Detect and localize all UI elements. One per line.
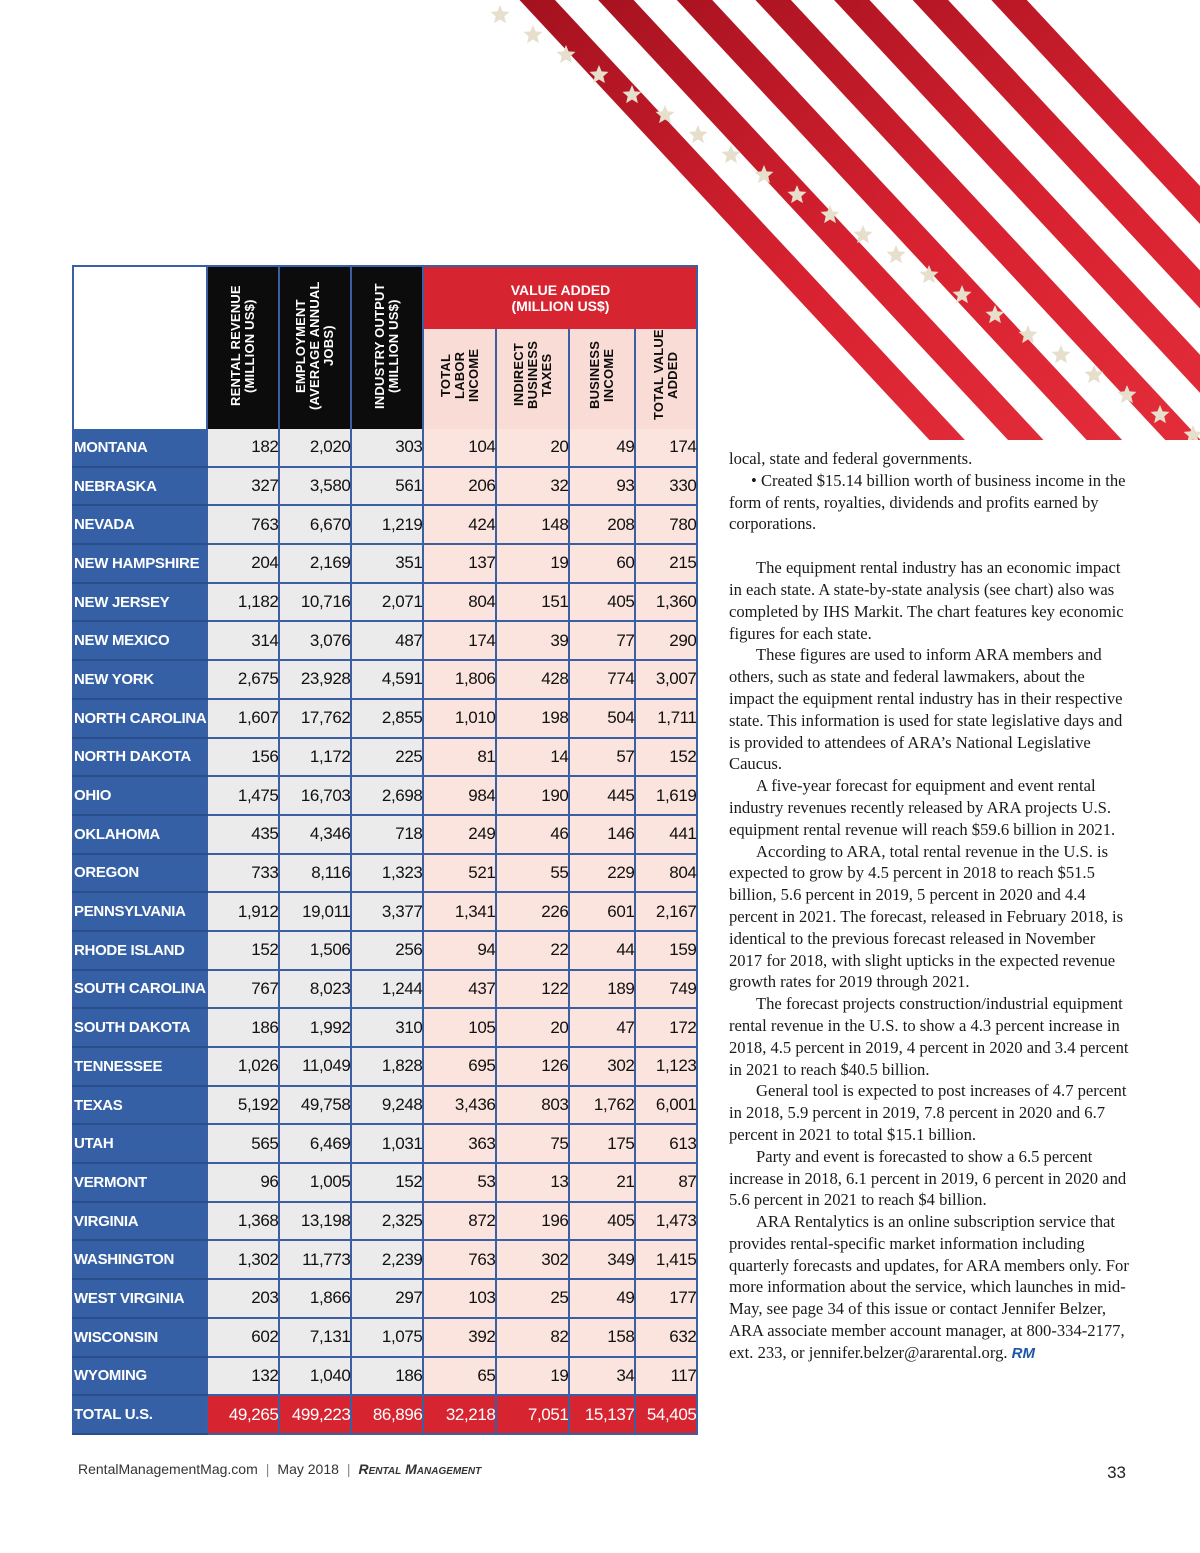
- value-cell: 49,758: [279, 1086, 351, 1125]
- value-cell: 81: [423, 738, 496, 777]
- header-total-value-added: TOTAL VALUE ADDED: [635, 329, 697, 429]
- value-cell: 206: [423, 467, 496, 506]
- footer-separator: |: [346, 1461, 351, 1477]
- value-cell: 7,131: [279, 1318, 351, 1357]
- value-cell: 2,167: [635, 892, 697, 931]
- value-cell: 11,773: [279, 1240, 351, 1279]
- value-cell: 256: [351, 931, 423, 970]
- state-name: VIRGINIA: [73, 1202, 207, 1241]
- value-cell: 749: [635, 970, 697, 1009]
- value-cell: 1,323: [351, 854, 423, 893]
- state-name: PENNSYLVANIA: [73, 892, 207, 931]
- value-cell: 19: [496, 1357, 569, 1396]
- value-cell: 424: [423, 505, 496, 544]
- value-cell: 20: [496, 1008, 569, 1047]
- value-cell: 19: [496, 544, 569, 583]
- value-cell: 82: [496, 1318, 569, 1357]
- value-cell: 87: [635, 1163, 697, 1202]
- value-cell: 152: [207, 931, 279, 970]
- state-name: TENNESSEE: [73, 1047, 207, 1086]
- value-cell: 613: [635, 1124, 697, 1163]
- article-paragraph: The equipment rental industry has an economic impact in each state. A state-by-state analysis (see chart) also was completed by IHS Markit. The chart features key economic figures for each state.: [729, 558, 1124, 643]
- value-cell: 302: [496, 1240, 569, 1279]
- article-paragraph: These figures are used to inform ARA members and others, such as state and federal lawmakers, about the impact the equipment rental industry has in their respective state. This information is used for state legislative days and is provided to attendees of ARA’s National Legislative Caucus.: [729, 645, 1123, 774]
- header-employment: EMPLOYMENT (AVERAGE ANNUAL JOBS): [279, 266, 351, 429]
- value-cell: 2,698: [351, 776, 423, 815]
- value-cell: 103: [423, 1279, 496, 1318]
- state-name: NEW MEXICO: [73, 621, 207, 660]
- value-cell: 86,896: [351, 1395, 423, 1434]
- value-cell: 565: [207, 1124, 279, 1163]
- value-cell: 19,011: [279, 892, 351, 931]
- state-name: NORTH DAKOTA: [73, 738, 207, 777]
- table-row: [73, 1279, 697, 1318]
- value-cell: 1,912: [207, 892, 279, 931]
- value-cell: 198: [496, 699, 569, 738]
- value-cell: 2,855: [351, 699, 423, 738]
- value-cell: 1,172: [279, 738, 351, 777]
- header-rental-revenue: RENTAL REVENUE (MILLION US$): [207, 266, 279, 429]
- value-cell: 57: [569, 738, 635, 777]
- value-cell: 49: [569, 1279, 635, 1318]
- value-cell: 504: [569, 699, 635, 738]
- value-cell: 104: [423, 429, 496, 467]
- value-cell: 1,828: [351, 1047, 423, 1086]
- value-cell: 363: [423, 1124, 496, 1163]
- state-name: WEST VIRGINIA: [73, 1279, 207, 1318]
- value-cell: 499,223: [279, 1395, 351, 1434]
- table-row: [73, 467, 697, 506]
- state-name: NEW YORK: [73, 660, 207, 699]
- footer-site: RentalManagementMag.com: [78, 1461, 258, 1477]
- value-cell: 1,360: [635, 583, 697, 622]
- value-cell: 174: [423, 621, 496, 660]
- value-cell: 117: [635, 1357, 697, 1396]
- value-cell: 132: [207, 1357, 279, 1396]
- value-cell: 1,182: [207, 583, 279, 622]
- value-cell: 6,001: [635, 1086, 697, 1125]
- value-cell: 1,607: [207, 699, 279, 738]
- value-cell: 4,591: [351, 660, 423, 699]
- table-row: [73, 583, 697, 622]
- state-name: NEBRASKA: [73, 467, 207, 506]
- state-name: WISCONSIN: [73, 1318, 207, 1357]
- value-cell: 3,076: [279, 621, 351, 660]
- value-cell: 122: [496, 970, 569, 1009]
- value-cell: 1,040: [279, 1357, 351, 1396]
- value-cell: 172: [635, 1008, 697, 1047]
- state-economic-table: [72, 265, 698, 1435]
- value-cell: 49,265: [207, 1395, 279, 1434]
- value-cell: 196: [496, 1202, 569, 1241]
- flag-star: [689, 125, 708, 143]
- value-cell: 13: [496, 1163, 569, 1202]
- value-cell: 175: [569, 1124, 635, 1163]
- value-cell: 1,026: [207, 1047, 279, 1086]
- value-cell: 186: [351, 1357, 423, 1396]
- value-cell: 182: [207, 429, 279, 467]
- value-cell: 392: [423, 1318, 496, 1357]
- table-row: [73, 1202, 697, 1241]
- value-cell: 763: [423, 1240, 496, 1279]
- value-cell: 3,580: [279, 467, 351, 506]
- value-cell: 632: [635, 1318, 697, 1357]
- value-cell: 314: [207, 621, 279, 660]
- value-cell: 17,762: [279, 699, 351, 738]
- value-cell: 22: [496, 931, 569, 970]
- value-cell: 65: [423, 1357, 496, 1396]
- header-business-income: BUSINESS INCOME: [569, 329, 635, 429]
- article-paragraph: local, state and federal governments.: [729, 449, 973, 468]
- value-cell: 32: [496, 467, 569, 506]
- value-cell: 8,023: [279, 970, 351, 1009]
- value-cell: 148: [496, 505, 569, 544]
- value-cell: 428: [496, 660, 569, 699]
- article-paragraph: General tool is expected to post increases of 4.7 percent in 2018, 5.9 percent in 2019, 7.8 percent in 2020 and 6.7 percent in 2021 to total $15.1 billion.: [729, 1081, 1127, 1144]
- value-cell: 2,020: [279, 429, 351, 467]
- value-cell: 780: [635, 505, 697, 544]
- value-cell: 1,475: [207, 776, 279, 815]
- article-paragraph: ARA Rentalytics is an online subscription service that provides rental-specific market information including quarterly forecasts and updates, for ARA members only. For more information about the service, which launches in mid-May, see page 34 of this issue or contact Jennifer Belzer, ARA associate member account manager, at 800-334-2177, ext. 233, or jennifer.belzer@ararental.org. RM: [729, 1212, 1129, 1362]
- value-cell: 39: [496, 621, 569, 660]
- value-cell: 435: [207, 815, 279, 854]
- value-cell: 44: [569, 931, 635, 970]
- value-cell: 215: [635, 544, 697, 583]
- value-cell: 4,346: [279, 815, 351, 854]
- value-cell: 1,010: [423, 699, 496, 738]
- value-cell: 290: [635, 621, 697, 660]
- value-cell: 53: [423, 1163, 496, 1202]
- value-cell: 2,071: [351, 583, 423, 622]
- value-cell: 1,711: [635, 699, 697, 738]
- value-cell: 330: [635, 467, 697, 506]
- value-cell: 105: [423, 1008, 496, 1047]
- value-cell: 96: [207, 1163, 279, 1202]
- value-cell: 297: [351, 1279, 423, 1318]
- value-cell: 249: [423, 815, 496, 854]
- value-cell: 303: [351, 429, 423, 467]
- flag-star: [887, 245, 906, 263]
- value-cell: 1,341: [423, 892, 496, 931]
- table-row: [73, 854, 697, 893]
- blank-corner: [73, 266, 207, 429]
- flag-star: [491, 5, 510, 23]
- value-cell: 2,325: [351, 1202, 423, 1241]
- value-cell: 126: [496, 1047, 569, 1086]
- state-name: OKLAHOMA: [73, 815, 207, 854]
- value-cell: 302: [569, 1047, 635, 1086]
- value-cell: 93: [569, 467, 635, 506]
- value-cell: 1,123: [635, 1047, 697, 1086]
- table-total-row: [73, 1395, 697, 1434]
- value-cell: 405: [569, 583, 635, 622]
- value-cell: 189: [569, 970, 635, 1009]
- table-row: [73, 931, 697, 970]
- value-cell: 208: [569, 505, 635, 544]
- value-cell: 6,469: [279, 1124, 351, 1163]
- value-cell: 152: [351, 1163, 423, 1202]
- value-cell: 137: [423, 544, 496, 583]
- table-row: [73, 1047, 697, 1086]
- value-cell: 5,192: [207, 1086, 279, 1125]
- table-body: [73, 429, 697, 1434]
- flag-star: [1052, 345, 1071, 363]
- value-cell: 11,049: [279, 1047, 351, 1086]
- article-text: [729, 448, 1129, 1365]
- header-total-labor-income: TOTAL LABOR INCOME: [423, 329, 496, 429]
- state-name: SOUTH DAKOTA: [73, 1008, 207, 1047]
- article-paragraph: A five-year forecast for equipment and event rental industry revenues recently released by ARA projects U.S. equipment rental revenue will reach $59.6 billion in 2021.: [729, 776, 1116, 839]
- state-name: RHODE ISLAND: [73, 931, 207, 970]
- value-cell: 718: [351, 815, 423, 854]
- footer: [78, 1461, 481, 1477]
- value-cell: 1,992: [279, 1008, 351, 1047]
- value-cell: 774: [569, 660, 635, 699]
- value-cell: 229: [569, 854, 635, 893]
- value-cell: 601: [569, 892, 635, 931]
- value-cell: 3,377: [351, 892, 423, 931]
- table-row: [73, 738, 697, 777]
- value-cell: 1,506: [279, 931, 351, 970]
- table-row: [73, 429, 697, 467]
- value-cell: 3,007: [635, 660, 697, 699]
- value-cell: 158: [569, 1318, 635, 1357]
- value-cell: 156: [207, 738, 279, 777]
- value-cell: 146: [569, 815, 635, 854]
- state-name: OHIO: [73, 776, 207, 815]
- value-cell: 174: [635, 429, 697, 467]
- value-cell: 1,368: [207, 1202, 279, 1241]
- value-cell: 46: [496, 815, 569, 854]
- value-cell: 151: [496, 583, 569, 622]
- table-row: [73, 776, 697, 815]
- state-name: VERMONT: [73, 1163, 207, 1202]
- table-row: [73, 892, 697, 931]
- value-cell: 54,405: [635, 1395, 697, 1434]
- value-cell: 1,219: [351, 505, 423, 544]
- state-name: WASHINGTON: [73, 1240, 207, 1279]
- value-cell: 763: [207, 505, 279, 544]
- value-cell: 190: [496, 776, 569, 815]
- table-row: [73, 1008, 697, 1047]
- value-cell: 226: [496, 892, 569, 931]
- article-bullet: • Created $15.14 billion worth of business income in the form of rents, royalties, dividends and profits earned by corporations.: [729, 470, 1126, 534]
- state-name: NEW JERSEY: [73, 583, 207, 622]
- value-cell: 1,075: [351, 1318, 423, 1357]
- state-name: WYOMING: [73, 1357, 207, 1396]
- value-cell: 1,031: [351, 1124, 423, 1163]
- header-value-added: VALUE ADDED (MILLION US$): [423, 266, 697, 329]
- value-cell: 405: [569, 1202, 635, 1241]
- footer-magazine: Rental Management: [358, 1461, 482, 1477]
- value-cell: 984: [423, 776, 496, 815]
- table-row: [73, 1357, 697, 1396]
- value-cell: 2,169: [279, 544, 351, 583]
- table-row: [73, 1318, 697, 1357]
- state-name: NORTH CAROLINA: [73, 699, 207, 738]
- flag-star: [524, 25, 543, 43]
- value-cell: 1,415: [635, 1240, 697, 1279]
- table-row: [73, 544, 697, 583]
- table-row: [73, 660, 697, 699]
- table-row: [73, 621, 697, 660]
- value-cell: 1,473: [635, 1202, 697, 1241]
- value-cell: 47: [569, 1008, 635, 1047]
- table-row: [73, 815, 697, 854]
- value-cell: 16,703: [279, 776, 351, 815]
- state-name: NEW HAMPSHIRE: [73, 544, 207, 583]
- value-cell: 733: [207, 854, 279, 893]
- value-cell: 602: [207, 1318, 279, 1357]
- value-cell: 49: [569, 429, 635, 467]
- state-name: OREGON: [73, 854, 207, 893]
- value-cell: 32,218: [423, 1395, 496, 1434]
- value-cell: 1,244: [351, 970, 423, 1009]
- header-indirect-business-taxes: INDIRECT BUSINESS TAXES: [496, 329, 569, 429]
- value-cell: 14: [496, 738, 569, 777]
- table-row: [73, 505, 697, 544]
- value-cell: 695: [423, 1047, 496, 1086]
- header-industry-output: INDUSTRY OUTPUT (MILLION US$): [351, 266, 423, 429]
- value-cell: 9,248: [351, 1086, 423, 1125]
- value-cell: 75: [496, 1124, 569, 1163]
- table-row: [73, 1124, 697, 1163]
- value-cell: 561: [351, 467, 423, 506]
- footer-separator: |: [265, 1461, 270, 1477]
- value-cell: 7,051: [496, 1395, 569, 1434]
- value-cell: 872: [423, 1202, 496, 1241]
- value-cell: 351: [351, 544, 423, 583]
- value-cell: 310: [351, 1008, 423, 1047]
- footer-date: May 2018: [277, 1461, 339, 1477]
- value-cell: 6,670: [279, 505, 351, 544]
- value-cell: 521: [423, 854, 496, 893]
- value-cell: 186: [207, 1008, 279, 1047]
- state-name: TOTAL U.S.: [73, 1395, 207, 1434]
- table-row: [73, 1163, 697, 1202]
- article-paragraph: The forecast projects construction/industrial equipment rental revenue in the U.S. to show a 4.3 percent increase in 2018, 4.5 percent in 2019, 4 percent in 2020 and 3.4 percent in 2021 to reach $40.5 billion.: [729, 994, 1129, 1079]
- value-cell: 21: [569, 1163, 635, 1202]
- value-cell: 23,928: [279, 660, 351, 699]
- state-name: TEXAS: [73, 1086, 207, 1125]
- table-row: [73, 1240, 697, 1279]
- value-cell: 441: [635, 815, 697, 854]
- value-cell: 445: [569, 776, 635, 815]
- value-cell: 2,239: [351, 1240, 423, 1279]
- value-cell: 13,198: [279, 1202, 351, 1241]
- value-cell: 767: [207, 970, 279, 1009]
- table-row: [73, 970, 697, 1009]
- value-cell: 20: [496, 429, 569, 467]
- value-cell: 1,005: [279, 1163, 351, 1202]
- value-cell: 34: [569, 1357, 635, 1396]
- value-cell: 60: [569, 544, 635, 583]
- end-mark: RM: [1011, 1344, 1035, 1362]
- value-cell: 1,762: [569, 1086, 635, 1125]
- value-cell: 803: [496, 1086, 569, 1125]
- page-number: 33: [1107, 1463, 1126, 1482]
- table-row: [73, 699, 697, 738]
- value-cell: 225: [351, 738, 423, 777]
- value-cell: 152: [635, 738, 697, 777]
- value-cell: 159: [635, 931, 697, 970]
- article-paragraph: Party and event is forecasted to show a 6.5 percent increase in 2018, 6.1 percent in 2019, 6 percent in 2020 and 5.6 percent in 2021 to reach $4 billion.: [729, 1146, 1127, 1210]
- value-cell: 25: [496, 1279, 569, 1318]
- value-cell: 487: [351, 621, 423, 660]
- value-cell: 437: [423, 970, 496, 1009]
- value-cell: 1,619: [635, 776, 697, 815]
- value-cell: 804: [635, 854, 697, 893]
- value-cell: 15,137: [569, 1395, 635, 1434]
- value-cell: 1,866: [279, 1279, 351, 1318]
- value-cell: 55: [496, 854, 569, 893]
- value-cell: 203: [207, 1279, 279, 1318]
- value-cell: 10,716: [279, 583, 351, 622]
- value-cell: 1,806: [423, 660, 496, 699]
- value-cell: 804: [423, 583, 496, 622]
- value-cell: 204: [207, 544, 279, 583]
- value-cell: 349: [569, 1240, 635, 1279]
- value-cell: 1,302: [207, 1240, 279, 1279]
- value-cell: 77: [569, 621, 635, 660]
- state-name: NEVADA: [73, 505, 207, 544]
- value-cell: 327: [207, 467, 279, 506]
- state-name: SOUTH CAROLINA: [73, 970, 207, 1009]
- state-name: MONTANA: [73, 429, 207, 467]
- value-cell: 177: [635, 1279, 697, 1318]
- value-cell: 2,675: [207, 660, 279, 699]
- table-row: [73, 1086, 697, 1125]
- state-name: UTAH: [73, 1124, 207, 1163]
- value-cell: 94: [423, 931, 496, 970]
- value-cell: 8,116: [279, 854, 351, 893]
- article-paragraph: According to ARA, total rental revenue in the U.S. is expected to grow by 4.5 percent in 2018 to reach $51.5 billion, 5.6 percent in 2019, 5 percent in 2020 and 4.4 percent in 2021. The forecast, released in February 2018, is identical to the previous forecast released in November 2017 for 2018, with slight upticks in the expected revenue growth rates for 2019 through 2021.: [729, 841, 1124, 992]
- value-cell: 3,436: [423, 1086, 496, 1125]
